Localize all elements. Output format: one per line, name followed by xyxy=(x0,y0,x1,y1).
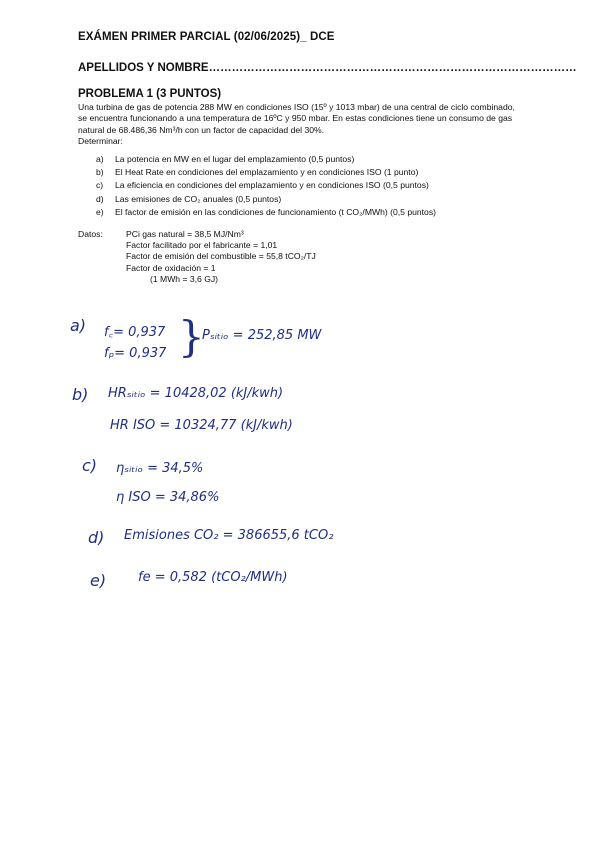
answer-a-ft: f꜀= 0,937 xyxy=(104,325,166,340)
question-letter: d) xyxy=(96,193,104,204)
answer-c-letter: c) xyxy=(82,456,98,475)
question-letter: a) xyxy=(96,154,104,164)
data-item: (1 MWh = 3,6 GJ) xyxy=(150,273,219,284)
answer-a-power: Pₛᵢₜᵢₒ = 252,85 MW xyxy=(202,328,322,343)
data-item: Factor de emisión del combustible = 55,8 tCO₂/TJ xyxy=(126,251,316,262)
answer-e-letter: e) xyxy=(90,571,107,590)
question-item xyxy=(96,179,436,192)
answer-a-fp: fₚ= 0,937 xyxy=(104,346,167,361)
answer-b-letter: b) xyxy=(72,385,89,404)
answer-d-letter: d) xyxy=(88,528,105,547)
data-label: Datos: xyxy=(78,229,103,239)
question-letter: b) xyxy=(96,167,104,178)
answer-b-iso: HR ISO = 10324,77 (kJ/kwh) xyxy=(110,418,293,433)
problem-statement xyxy=(78,102,518,148)
exam-title: EXÁMEN PRIMER PARCIAL (02/06/2025)_ DCE xyxy=(78,31,335,43)
data-item: Factor facilitado por el fabricante = 1,01 xyxy=(126,240,278,251)
statement-text: Una turbina de gas de potencia 288 MW en condiciones ISO (15º y 1013 mbar) de una central de ciclo combinado, se encuentra funcionando a una temperatura de 16ºC y 950 mbar. En estas condiciones tiene un consumo de gas natural de 68.486,36 Nm³/h con un factor de capacidad del 30%. xyxy=(78,102,515,135)
data-item: Factor de oxidación = 1 xyxy=(126,262,216,273)
answer-b-sitio: HRₛᵢₜᵢₒ = 10428,02 (kJ/kwh) xyxy=(108,386,284,401)
question-letter: c) xyxy=(96,180,104,191)
determine-label: Determinar: xyxy=(78,136,123,147)
question-letter: e) xyxy=(96,206,104,217)
answer-c-sitio: ηₛᵢₜᵢₒ = 34,5% xyxy=(116,461,204,476)
question-item xyxy=(96,153,436,166)
question-text: La eficiencia en condiciones del emplazamiento y en condiciones ISO (0,5 puntos) xyxy=(115,180,429,191)
curly-brace-mark: } xyxy=(178,312,205,361)
question-text: Las emisiones de CO₂ anuales (0,5 puntos) xyxy=(115,193,282,204)
answer-d-emissions: Emisiones CO₂ = 386655,6 tCO₂ xyxy=(124,528,334,543)
data-list xyxy=(126,229,316,285)
question-text: El Heat Rate en condiciones del emplazamiento y en condiciones ISO (1 punto) xyxy=(115,167,419,178)
question-item xyxy=(96,206,436,219)
question-list xyxy=(96,153,436,219)
data-item: PCi gas natural = 38,5 MJ/Nm³ xyxy=(126,229,244,239)
answer-e-factor: fe = 0,582 (tCO₂/MWh) xyxy=(138,570,288,585)
question-item xyxy=(96,166,436,179)
problem-title: PROBLEMA 1 (3 PUNTOS) xyxy=(78,88,222,100)
question-item xyxy=(96,193,436,206)
question-text: El factor de emisión en las condiciones de funcionamiento (t CO₂/MWh) (0,5 puntos) xyxy=(115,206,436,217)
name-field-label: APELLIDOS Y NOMBRE…………………………………………………………………………………… xyxy=(78,62,577,74)
answer-a-letter: a) xyxy=(70,316,87,335)
question-text: La potencia en MW en el lugar del emplazamiento (0,5 puntos) xyxy=(115,154,355,164)
answer-c-iso: η ISO = 34,86% xyxy=(116,490,220,505)
